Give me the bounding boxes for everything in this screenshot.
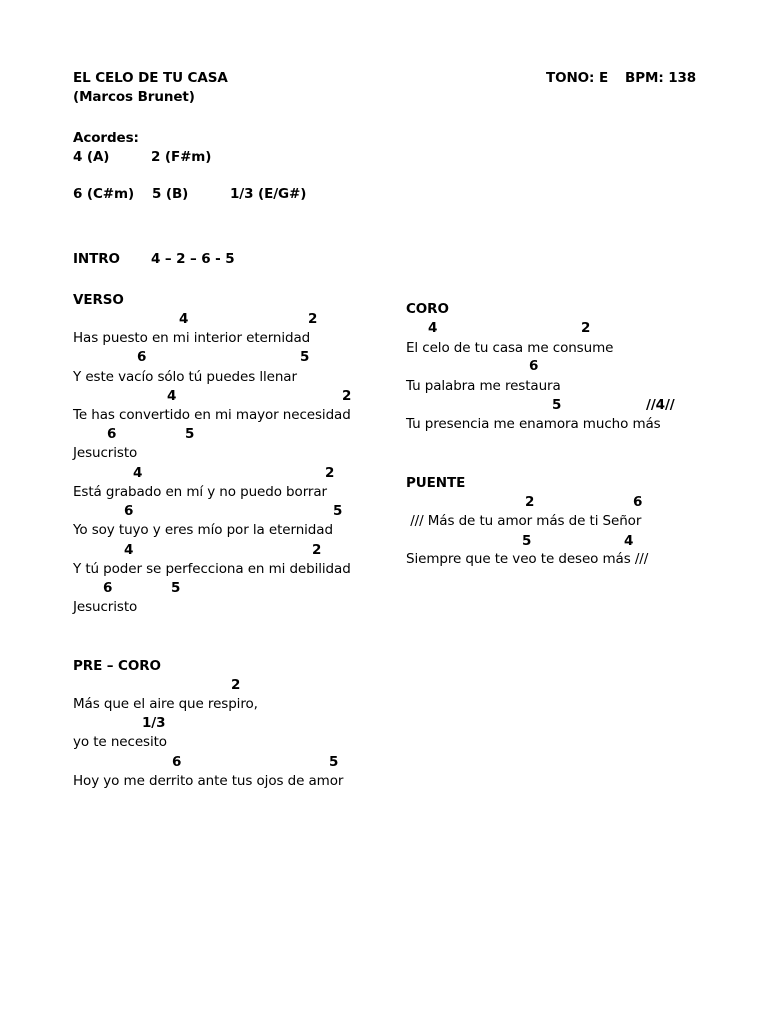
chord-legend-item: 5 (B) bbox=[152, 186, 189, 202]
chord-mark: 5 bbox=[300, 349, 310, 365]
chord-mark: 2 bbox=[312, 542, 322, 558]
lyric-line: Jesucristo bbox=[73, 445, 138, 461]
chord-mark: 5 bbox=[333, 503, 343, 519]
chord-legend-item: 2 (F#m) bbox=[151, 149, 212, 165]
lyric-line: Tu presencia me enamora mucho más bbox=[406, 416, 661, 432]
coro-heading: CORO bbox=[406, 301, 449, 317]
chord-mark: 5 bbox=[171, 580, 181, 596]
chord-mark: 4 bbox=[124, 542, 134, 558]
chord-mark: 5 bbox=[552, 397, 562, 413]
chord-mark: 2 bbox=[342, 388, 352, 404]
chord-mark: 4 bbox=[179, 311, 189, 327]
chord-legend-item: 1/3 (E/G#) bbox=[230, 186, 307, 202]
chord-mark: 6 bbox=[172, 754, 182, 770]
chord-mark: //4// bbox=[646, 397, 675, 413]
chord-mark: 4 bbox=[624, 533, 634, 549]
lyric-line: Te has convertido en mi mayor necesidad bbox=[73, 407, 351, 423]
verso-heading: VERSO bbox=[73, 292, 124, 308]
chord-mark: 4 bbox=[428, 320, 438, 336]
chord-mark: 5 bbox=[522, 533, 532, 549]
lyric-line: /// Más de tu amor más de ti Señor bbox=[406, 513, 642, 529]
chord-mark: 5 bbox=[329, 754, 339, 770]
lyric-line: Jesucristo bbox=[73, 599, 138, 615]
lyric-line: Está grabado en mí y no puedo borrar bbox=[73, 484, 327, 500]
chord-legend-item: 6 (C#m) bbox=[73, 186, 135, 202]
chord-mark: 5 bbox=[185, 426, 195, 442]
chord-mark: 6 bbox=[633, 494, 643, 510]
chord-mark: 2 bbox=[525, 494, 535, 510]
chords-heading: Acordes: bbox=[73, 130, 139, 146]
chord-mark: 4 bbox=[133, 465, 143, 481]
song-bpm: BPM: 138 bbox=[625, 70, 697, 86]
song-author: (Marcos Brunet) bbox=[73, 89, 195, 105]
intro-label: INTRO bbox=[73, 251, 120, 267]
song-key: TONO: E bbox=[546, 70, 609, 86]
lyric-line: Yo soy tuyo y eres mío por la eternidad bbox=[73, 522, 333, 538]
lyric-line: Tu palabra me restaura bbox=[406, 378, 561, 394]
lyric-line: Y tú poder se perfecciona en mi debilidad bbox=[73, 561, 351, 577]
song-title: EL CELO DE TU CASA bbox=[73, 70, 228, 86]
pre-coro-heading: PRE – CORO bbox=[73, 658, 161, 674]
chord-mark: 1/3 bbox=[142, 715, 166, 731]
lyric-line: Siempre que te veo te deseo más /// bbox=[406, 551, 649, 567]
puente-heading: PUENTE bbox=[406, 475, 466, 491]
lyric-line: Más que el aire que respiro, bbox=[73, 696, 258, 712]
lyric-line: Has puesto en mi interior eternidad bbox=[73, 330, 311, 346]
chord-mark: 6 bbox=[103, 580, 113, 596]
lyric-line: Y este vacío sólo tú puedes llenar bbox=[73, 369, 297, 385]
lyric-line: Hoy yo me derrito ante tus ojos de amor bbox=[73, 773, 344, 789]
intro-progression: 4 – 2 – 6 - 5 bbox=[151, 251, 235, 267]
chord-mark: 2 bbox=[325, 465, 335, 481]
chord-mark: 6 bbox=[107, 426, 117, 442]
chord-mark: 6 bbox=[124, 503, 134, 519]
chord-mark: 6 bbox=[529, 358, 539, 374]
chord-mark: 6 bbox=[137, 349, 147, 365]
chord-mark: 4 bbox=[167, 388, 177, 404]
chord-legend-item: 4 (A) bbox=[73, 149, 110, 165]
chord-mark: 2 bbox=[231, 677, 241, 693]
lyric-line: El celo de tu casa me consume bbox=[406, 340, 614, 356]
chord-mark: 2 bbox=[308, 311, 318, 327]
lyric-line: yo te necesito bbox=[73, 734, 167, 750]
chord-mark: 2 bbox=[581, 320, 591, 336]
